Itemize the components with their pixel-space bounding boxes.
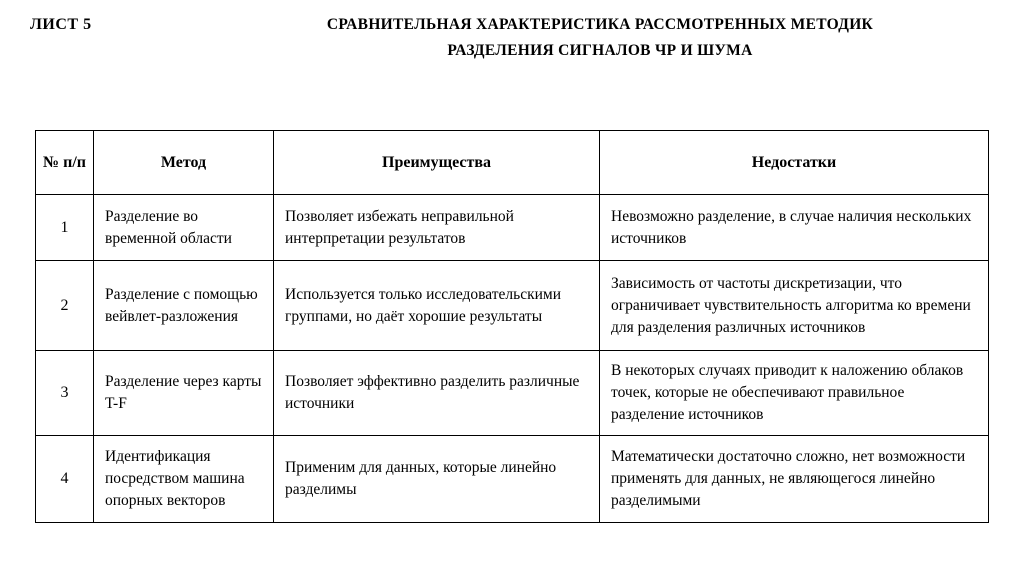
page-title-line1: СРАВНИТЕЛЬНАЯ ХАРАКТЕРИСТИКА РАССМОТРЕННЫХ МЕТОДИК [326,16,874,33]
cell-advantages: Позволяет избежать неправильной интерпретации результатов [274,195,600,261]
page-title-line2: РАЗДЕЛЕНИЯ СИГНАЛОВ ЧР И ШУМА [447,42,753,59]
col-header-disadvantages: Недостатки [600,131,989,195]
cell-method: Идентификация посредством машина опорных векторов [94,436,274,523]
cell-advantages: Позволяет эффективно разделить различные источники [274,351,600,436]
table-header-row [36,131,989,195]
cell-disadvantages: Зависимость от частоты дискретизации, что ограничивает чувствительность алгоритма ко времени для разделения различных источников [600,261,989,351]
cell-method: Разделение с помощью вейвлет-разложения [94,261,274,351]
col-header-advantages: Преимущества [274,131,600,195]
cell-number: 3 [36,351,94,436]
cell-method: Разделение через карты T-F [94,351,274,436]
cell-number: 4 [36,436,94,523]
comparison-table [35,130,989,523]
cell-advantages: Используется только исследовательскими группами, но даёт хорошие результаты [274,261,600,351]
table-row [36,195,989,261]
cell-disadvantages: Математически достаточно сложно, нет возможности применять для данных, не являющегося линейно разделимыми [600,436,989,523]
cell-advantages: Применим для данных, которые линейно разделимы [274,436,600,523]
page-title [280,12,920,64]
col-header-method: Метод [94,131,274,195]
sheet-label: ЛИСТ 5 [30,16,92,33]
cell-disadvantages: Невозможно разделение, в случае наличия нескольких источников [600,195,989,261]
cell-method: Разделение во временной области [94,195,274,261]
col-header-number: № п/п [36,131,94,195]
cell-number: 2 [36,261,94,351]
table-row [36,436,989,523]
table-row [36,351,989,436]
cell-disadvantages: В некоторых случаях приводит к наложению облаков точек, которые не обеспечивают правильное разделение источников [600,351,989,436]
cell-number: 1 [36,195,94,261]
table-row [36,261,989,351]
